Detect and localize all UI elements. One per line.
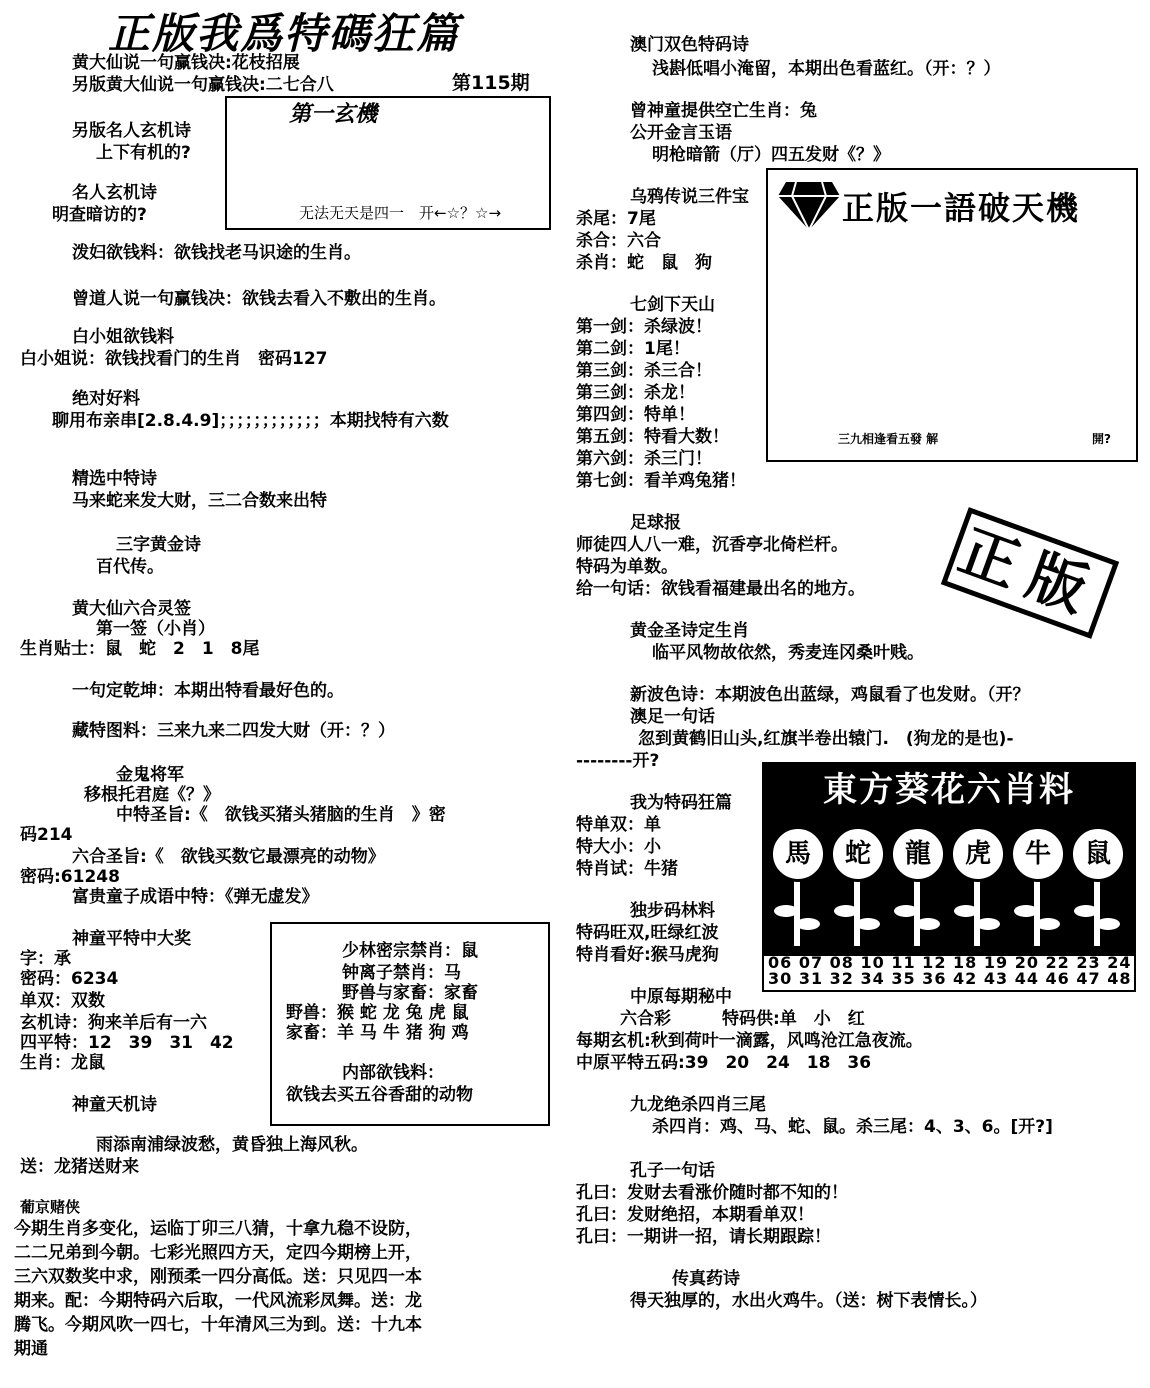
absolute-good-line: 聊用布亲串[2.8.4.9]；；；；；；；；；；；；本期找特有六数 <box>52 411 449 431</box>
decree-line: 中特圣旨:《 欲钱买猪头猪脑的生肖 》密 <box>116 805 446 825</box>
decree-code: 码214 <box>20 825 73 845</box>
kill-tail: 杀尾：7尾 <box>576 209 656 229</box>
macau-poem-heading: 澳门双色特码诗 <box>630 35 749 55</box>
macau-football-line: 忽到黄鹤旧山头,红旗半卷出辕门. (狗龙的是也)- <box>638 729 1014 749</box>
bai-xiaojie-heading: 白小姐欲钱料 <box>72 327 174 347</box>
golden-sage-line: 临平风物故依然，秀麦连冈桑叶贱。 <box>652 643 924 663</box>
celebrity-poem-alt-text: 上下有机的? <box>96 143 191 163</box>
sword-2: 第二剑：1尾！ <box>576 339 690 359</box>
seven-swords-heading: 七剑下天山 <box>630 295 715 315</box>
liuhe-decree: 六合圣旨:《 欲钱买数它最漂亮的动物》 <box>72 847 385 867</box>
prodigy-four-numbers: 四平特：12 39 31 42 <box>20 1033 234 1053</box>
special-code-wave: 特码旺双,旺绿红波 <box>576 923 719 943</box>
football-odd: 特码为单数。 <box>576 557 678 577</box>
confucius-3: 孔曰：一期讲一招，请长期跟踪！ <box>576 1227 831 1247</box>
celebrity-poem-alt: 另版名人玄机诗 <box>72 121 191 141</box>
alt-huang-daxian-line: 另版黄大仙说一句赢钱决:二七合八 <box>72 75 334 95</box>
golden-poem-line: 百代传。 <box>96 557 164 577</box>
gambler-para-2: 二二兄弟到今朝。七彩光照四方天，定四今期榜上开， <box>14 1243 422 1263</box>
one-word-open: 開? <box>1092 432 1111 446</box>
sword-6: 第六剑：杀三门！ <box>576 449 712 469</box>
special-zodiac-try: 特肖试：牛猪 <box>576 859 678 879</box>
one-word-hint: 三九相逢看五發 解 <box>838 432 939 446</box>
gambler-para-3: 三六双数奖中求，刚预柔一四分高低。送：只见四一本 <box>14 1267 422 1287</box>
first-mystery-line: 无法无天是四一 开←☆？☆→ <box>299 204 502 222</box>
sword-7: 第七剑：看羊鸡兔猪！ <box>576 471 746 491</box>
flower-snake: 蛇 <box>830 826 886 882</box>
celebrity-poem: 名人玄机诗 <box>72 183 157 203</box>
kill-combo: 杀合：六合 <box>576 231 661 251</box>
golden-words-line: 明枪暗箭（厅）四五发财《？》 <box>652 145 890 165</box>
prodigy-heading: 神童平特中大奖 <box>72 929 191 949</box>
zodiac-tips: 生肖贴士：鼠 蛇 2 1 8尾 <box>20 639 260 659</box>
gambler-para-4: 期来。配：今期特码六后取，一代风流彩凤舞。送：龙 <box>14 1291 422 1311</box>
macau-gambler-heading: 葡京赌侠 <box>20 1198 81 1216</box>
prodigy-poem-text: 雨添南浦绿波愁，黄昏独上海风秋。 <box>96 1135 368 1155</box>
prodigy-poem-heading: 神童天机诗 <box>72 1095 157 1115</box>
shrew-money-line: 泼妇欲钱料：欲钱找老马识途的生肖。 <box>72 243 361 263</box>
football-one-line: 给一句话：欲钱看福建最出名的地方。 <box>576 579 865 599</box>
football-news-heading: 足球报 <box>630 513 681 533</box>
zeng-daoren-line: 曾道人说一句赢钱决：欲钱去看入不敷出的生肖。 <box>72 289 446 309</box>
central-plains-code: 六合彩 特码供:单 小 红 <box>620 1009 865 1029</box>
inside-money-line: 欲钱去买五谷香甜的动物 <box>286 1085 473 1105</box>
liuhe-code: 密码:61248 <box>20 867 120 887</box>
send-dragon-pig: 送：龙猪送财来 <box>20 1157 139 1177</box>
flower-ox: 牛 <box>1010 826 1066 882</box>
huang-daxian-line: 黄大仙说一句赢钱决:花枝招展 <box>72 53 300 73</box>
lottery-sign-first: 第一签（小肖） <box>96 619 215 639</box>
zeng-prodigy-line: 曾神童提供空亡生肖：兔 <box>630 101 817 121</box>
macau-football-heading: 澳足一句话 <box>630 707 715 727</box>
special-zodiac-pick: 特肖看好:猴马虎狗 <box>576 945 719 965</box>
one-word-title: 正版一語破天機 <box>842 189 1081 227</box>
page-title: 正版我爲特碼狂篇 <box>108 9 461 58</box>
kill-zodiac: 杀肖：蛇 鼠 狗 <box>576 253 712 273</box>
genuine-stamp: 正版 <box>941 507 1119 639</box>
nine-dragons-heading: 九龙绝杀四肖三尾 <box>630 1095 766 1115</box>
first-mystery-title: 第一玄機 <box>289 102 378 127</box>
hidden-map-line: 藏特图料：三来九来二四发大财（开：？） <box>72 721 395 741</box>
central-plains-five: 中原平特五码:39 20 24 18 36 <box>576 1053 872 1073</box>
new-wave-poem: 新波色诗：本期波色出蓝绿，鸡鼠看了也发财。（开？ <box>630 685 1030 705</box>
confucius-2: 孔曰：发财绝招，本期看单双！ <box>576 1205 814 1225</box>
rich-child-line: 富贵童子成语中特：《弹无虚发》 <box>72 887 319 907</box>
unique-code-heading: 独步码林料 <box>630 901 715 921</box>
fax-poem-heading: 传真药诗 <box>672 1269 740 1289</box>
absolute-good-heading: 绝对好料 <box>72 389 140 409</box>
fax-poem-line: 得天独厚的，水出火鸡牛。（送：树下表情长。） <box>630 1291 987 1311</box>
zhongli-line: 钟离子禁肖：马 <box>342 963 461 983</box>
inside-money-heading: 内部欲钱料： <box>342 1063 444 1083</box>
bai-xiaojie-line: 白小姐说：欲钱找看门的生肖 密码127 <box>20 349 328 369</box>
golden-poem-heading: 三字黄金诗 <box>116 535 201 555</box>
selected-poem-line: 马来蛇来发大财，三二合数来出特 <box>72 491 327 511</box>
sunflower-numbers-row-2: 30 31 32 34 35 36 42 43 44 46 47 48 <box>768 969 1132 988</box>
shaolin-box <box>270 922 550 1126</box>
shaolin-line: 少林密宗禁肖：鼠 <box>342 941 478 961</box>
livestock-line: 家畜：羊 马 牛 猪 狗 鸡 <box>286 1023 469 1043</box>
lottery-sign-heading: 黄大仙六合灵签 <box>72 599 191 619</box>
one-word-box <box>766 168 1138 462</box>
central-plains-mystery: 每期玄机:秋到荷叶一滴露，风鸣沧江急夜流。 <box>576 1031 923 1051</box>
macau-football-open: --------开? <box>576 751 660 771</box>
beast-livestock-line: 野兽与家畜：家畜 <box>342 983 478 1003</box>
sword-5: 第五剑：特看大数！ <box>576 427 729 447</box>
sword-3b: 第三剑：杀龙！ <box>576 383 695 403</box>
beasts-line: 野兽：猴 蛇 龙 兔 虎 鼠 <box>286 1003 469 1023</box>
issue-number: 第115期 <box>452 72 530 94</box>
golden-words-heading: 公开金言玉语 <box>630 123 732 143</box>
selected-poem-heading: 精选中特诗 <box>72 469 157 489</box>
gambler-para-5: 腾飞。今期风吹一四七，十年清风三为到。送：十九本 <box>14 1315 422 1335</box>
diamond-icon <box>776 180 842 232</box>
confucius-heading: 孔子一句话 <box>630 1161 715 1181</box>
prodigy-zodiac: 生肖：龙鼠 <box>20 1053 105 1073</box>
prodigy-odd-even: 单双：双数 <box>20 991 105 1011</box>
special-odd-even: 特单双：单 <box>576 815 661 835</box>
one-line-fortune: 一句定乾坤：本期出特看最好色的。 <box>72 681 344 701</box>
special-size: 特大小：小 <box>576 837 661 857</box>
flower-tiger: 虎 <box>950 826 1006 882</box>
flower-horse: 馬 <box>770 826 826 882</box>
sword-3a: 第三剑：杀三合！ <box>576 361 712 381</box>
gambler-para-6: 期通 <box>14 1339 48 1359</box>
confucius-1: 孔曰：发财去看涨价随时都不知的！ <box>576 1183 848 1203</box>
macau-poem-line: 浅斟低唱小淹留，本期出色看蓝红。（开：？） <box>652 59 1001 79</box>
flower-rat: 鼠 <box>1070 826 1126 882</box>
golden-ghost-heading: 金鬼将军 <box>116 765 184 785</box>
sunflower-title: 東方葵花六肖料 <box>764 764 1134 816</box>
crow-legend-heading: 乌鸦传说三件宝 <box>630 187 749 207</box>
sunflower-numbers-row-1: 06 07 08 10 11 12 18 19 20 22 23 24 <box>768 953 1132 972</box>
golden-sage-heading: 黄金圣诗定生肖 <box>630 621 749 641</box>
football-poem: 师徒四人八一难，沉香亭北倚栏杆。 <box>576 535 848 555</box>
sword-1: 第一剑：杀绿波！ <box>576 317 712 337</box>
nine-dragons-line: 杀四肖：鸡、马、蛇、鼠。杀三尾：4、3、6。[开?] <box>652 1117 1053 1137</box>
prodigy-code: 密码：6234 <box>20 969 119 989</box>
my-special-heading: 我为特码狂篇 <box>630 793 732 813</box>
prodigy-poem: 玄机诗：狗来羊后有一六 <box>20 1013 207 1033</box>
celebrity-poem-text: 明查暗访的? <box>52 205 147 225</box>
prodigy-word: 字：承 <box>20 949 71 969</box>
sword-4: 第四剑：特单！ <box>576 405 695 425</box>
central-plains-heading: 中原每期秘中 <box>630 987 732 1007</box>
flower-dragon: 龍 <box>890 826 946 882</box>
sunflower-box <box>762 762 1136 992</box>
gambler-para-1: 今期生肖多变化，运临丁卯三八猜，十拿九稳不设防， <box>14 1219 422 1239</box>
golden-ghost-line: 移根托君庭《？》 <box>84 785 220 805</box>
first-mystery-box <box>225 96 551 230</box>
